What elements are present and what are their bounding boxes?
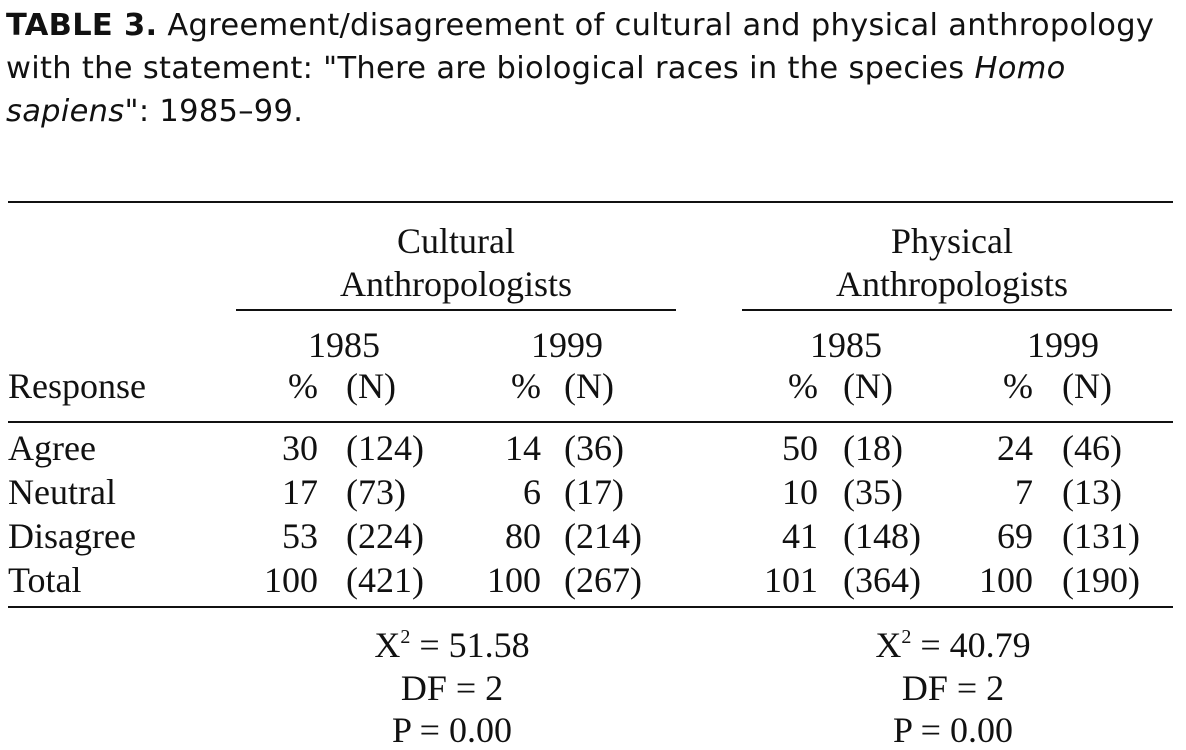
chi-value: = 40.79 bbox=[911, 625, 1031, 665]
response-label: Neutral bbox=[8, 472, 116, 512]
cell-percent: 53 bbox=[282, 516, 318, 556]
physical-chi-square bbox=[875, 627, 1030, 663]
cultural-df: DF = 2 bbox=[400, 668, 504, 708]
year-header: 1985 bbox=[810, 325, 882, 365]
top-rule bbox=[8, 201, 1173, 203]
physical-df: DF = 2 bbox=[901, 668, 1005, 708]
cell-count: (13) bbox=[1062, 472, 1122, 512]
table-caption bbox=[6, 4, 1176, 133]
n-header: (N) bbox=[1062, 366, 1112, 406]
pct-header: % bbox=[1003, 366, 1033, 406]
cell-percent: 6 bbox=[523, 472, 541, 512]
total-rule bbox=[8, 606, 1173, 608]
cultural-p-value: P = 0.00 bbox=[392, 710, 512, 750]
year-header: 1999 bbox=[531, 325, 603, 365]
cell-percent: 10 bbox=[782, 472, 818, 512]
physical-p-value: P = 0.00 bbox=[893, 710, 1013, 750]
chi-value: = 51.58 bbox=[410, 625, 530, 665]
cell-count: (148) bbox=[843, 516, 921, 556]
n-header: (N) bbox=[564, 366, 614, 406]
response-header: Response bbox=[8, 366, 146, 406]
chi-symbol: X bbox=[875, 625, 902, 665]
cell-count: (73) bbox=[346, 472, 406, 512]
chi-exponent: 2 bbox=[400, 626, 411, 648]
cultural-header-line2: Anthropologists bbox=[339, 264, 573, 304]
chi-exponent: 2 bbox=[901, 626, 912, 648]
cell-percent: 100 bbox=[487, 560, 541, 600]
cell-percent: 7 bbox=[1015, 472, 1033, 512]
cell-percent: 30 bbox=[282, 428, 318, 468]
cell-count: (364) bbox=[843, 560, 921, 600]
cell-percent: 50 bbox=[782, 428, 818, 468]
response-label: Agree bbox=[8, 428, 96, 468]
table-label: TABLE 3. bbox=[6, 8, 158, 43]
n-header: (N) bbox=[346, 366, 396, 406]
cell-count: (35) bbox=[843, 472, 903, 512]
caption-species: Homo sapiens bbox=[6, 51, 1066, 129]
physical-header-line1: Physical bbox=[891, 221, 1013, 261]
cell-percent: 100 bbox=[264, 560, 318, 600]
cell-percent: 17 bbox=[282, 472, 318, 512]
cell-percent: 24 bbox=[997, 428, 1033, 468]
year-header: 1999 bbox=[1027, 325, 1099, 365]
physical-header-line2: Anthropologists bbox=[835, 264, 1069, 304]
cell-count: (421) bbox=[346, 560, 424, 600]
cell-count: (124) bbox=[346, 428, 424, 468]
response-label: Total bbox=[8, 560, 82, 600]
cell-percent: 14 bbox=[505, 428, 541, 468]
cell-percent: 101 bbox=[764, 560, 818, 600]
cell-count: (36) bbox=[564, 428, 624, 468]
response-label: Disagree bbox=[8, 516, 136, 556]
physical-group-rule bbox=[742, 309, 1172, 311]
cell-count: (214) bbox=[564, 516, 642, 556]
chi-symbol: X bbox=[374, 625, 401, 665]
cell-percent: 41 bbox=[782, 516, 818, 556]
cell-count: (18) bbox=[843, 428, 903, 468]
cultural-chi-square bbox=[374, 627, 529, 663]
cell-count: (46) bbox=[1062, 428, 1122, 468]
n-header: (N) bbox=[843, 366, 893, 406]
cell-count: (224) bbox=[346, 516, 424, 556]
cell-count: (190) bbox=[1062, 560, 1140, 600]
cell-count: (131) bbox=[1062, 516, 1140, 556]
header-rule bbox=[8, 421, 1173, 423]
cell-percent: 100 bbox=[979, 560, 1033, 600]
cell-count: (17) bbox=[564, 472, 624, 512]
pct-header: % bbox=[788, 366, 818, 406]
caption-text: Agreement/disagreement of cultural and physical anthropology with the statement: "There are biological races in the species bbox=[6, 8, 1155, 86]
pct-header: % bbox=[511, 366, 541, 406]
caption-text-end: ": 1985–99. bbox=[124, 94, 304, 129]
cell-percent: 80 bbox=[505, 516, 541, 556]
cell-count: (267) bbox=[564, 560, 642, 600]
cell-percent: 69 bbox=[997, 516, 1033, 556]
pct-header: % bbox=[288, 366, 318, 406]
cultural-header-line1: Cultural bbox=[397, 221, 515, 261]
year-header: 1985 bbox=[308, 325, 380, 365]
cultural-group-rule bbox=[236, 309, 676, 311]
